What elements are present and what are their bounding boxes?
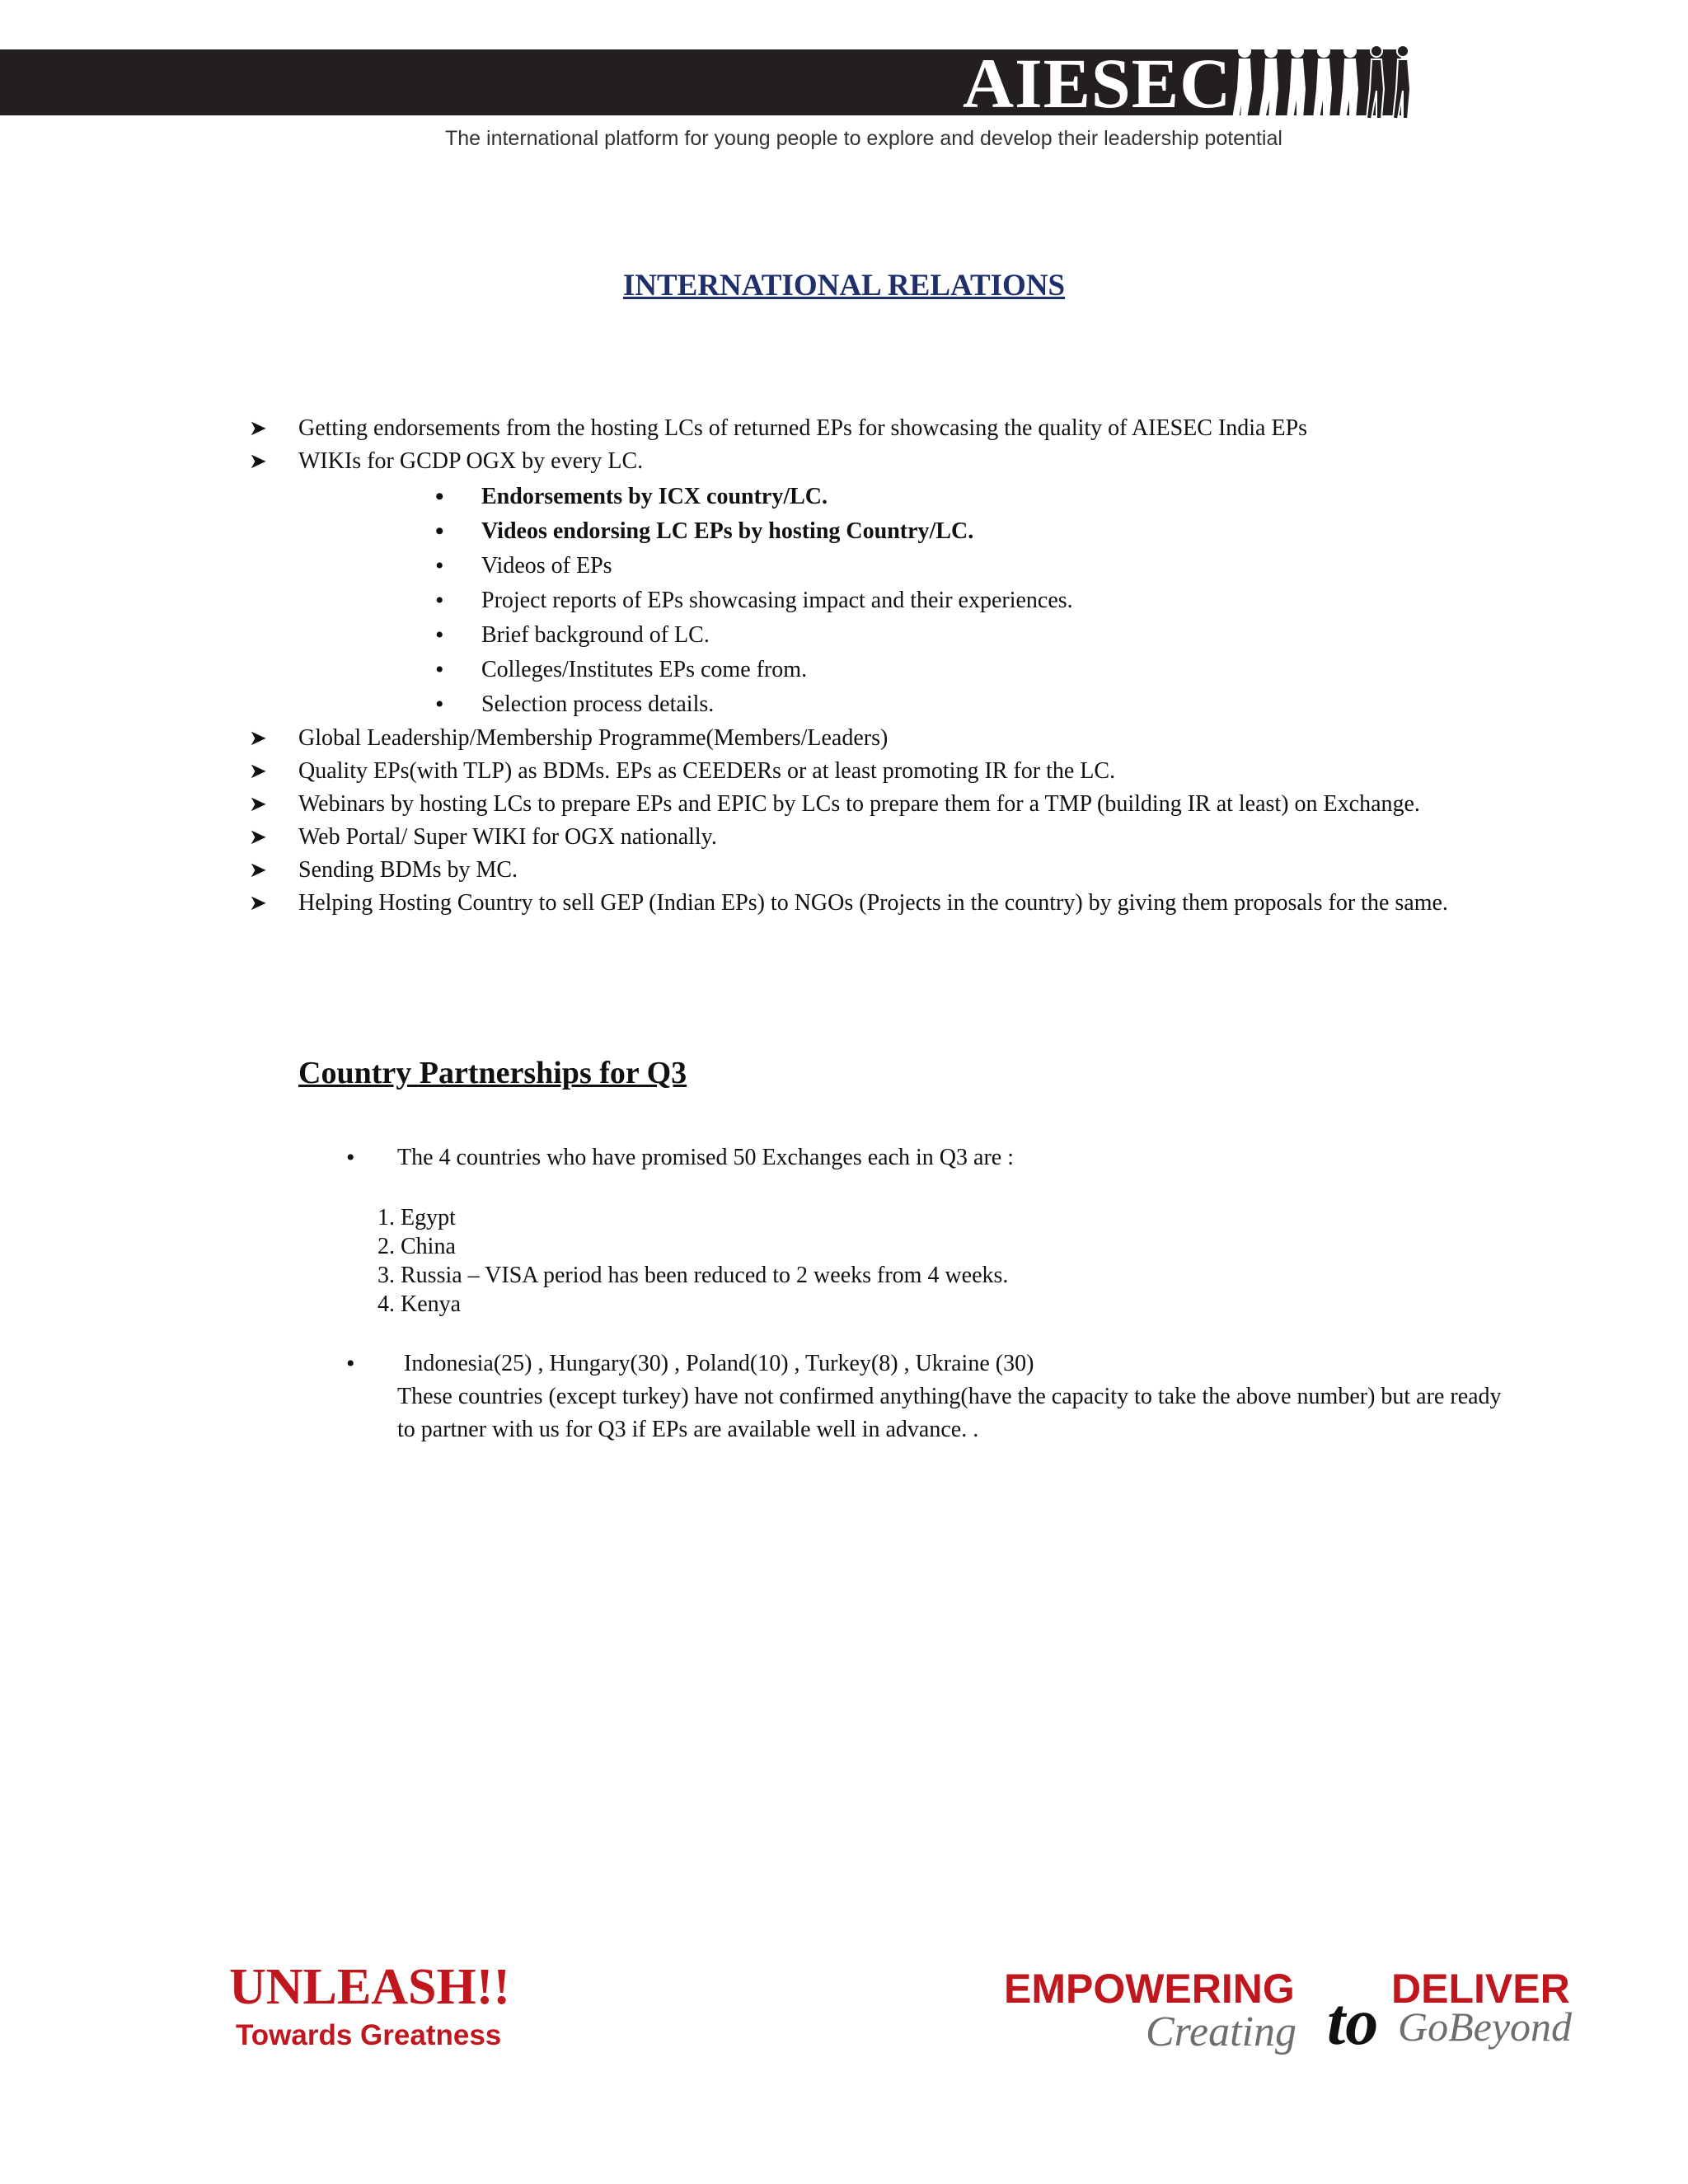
bullet-icon xyxy=(346,1141,355,1175)
empowering-logo xyxy=(1004,1961,1581,2060)
creating-word: Creating xyxy=(1146,2008,1296,2055)
bullet-icon xyxy=(435,653,444,688)
list-item: ➤ Quality EPs(with TLP) as BDMs. EPs as CEEDERs or at least promoting IR for the LC. xyxy=(249,755,1502,788)
ir-points-list xyxy=(249,412,1502,920)
arrow-bullet-icon: ➤ xyxy=(249,792,267,816)
logo-text: AIESEC xyxy=(963,44,1232,123)
gobeyond-word: GoBeyond xyxy=(1398,2004,1573,2050)
countries-list xyxy=(377,1203,1008,1319)
list-item: • Endorsements by ICX country/LC. xyxy=(435,480,1502,514)
deliver-word: DELIVER xyxy=(1391,1966,1570,2012)
empowering-word: EMPOWERING xyxy=(1004,1966,1295,2012)
bullet-icon xyxy=(435,618,444,654)
list-item: • Colleges/Institutes EPs come from. xyxy=(435,653,1502,687)
list-item: 2. China xyxy=(377,1234,456,1259)
list-item: • Brief background of LC. xyxy=(435,618,1502,653)
list-item: • Videos endorsing LC EPs by hosting Country/LC. xyxy=(435,514,1502,549)
unleash-logo-text: UNLEASH!! xyxy=(229,1959,511,2015)
arrow-bullet-icon: ➤ xyxy=(249,759,267,783)
list-item: • Selection process details. xyxy=(435,687,1502,722)
bullet-icon xyxy=(346,1347,355,1381)
arrow-bullet-icon: ➤ xyxy=(249,825,267,849)
list-item: ➤ Web Portal/ Super WIKI for OGX nationally. xyxy=(249,821,1502,854)
arrow-bullet-icon: ➤ xyxy=(249,449,267,473)
bullet-icon xyxy=(435,583,444,619)
list-item: 4. Kenya xyxy=(377,1291,462,1317)
list-item: 3. Russia – VISA period has been reduced to 2 weeks from 4 weeks. xyxy=(377,1263,1009,1288)
list-item: ➤ Global Leadership/Membership Programme(Members/Leaders) xyxy=(249,722,1502,755)
other-countries: • Indonesia(25) , Hungary(30) , Poland(10) , Turkey(8) , Ukraine (30) These countries (except turkey) have not confirmed anything(have the capacity to take the above number) but are ready to partner with us for Q3 if EPs are available well in advance. . xyxy=(346,1347,1517,1446)
bullet-icon xyxy=(435,480,444,515)
list-item: ➤ Sending BDMs by MC. xyxy=(249,854,1502,887)
towards-greatness-text: Towards Greatness xyxy=(236,2019,502,2051)
empowering-logo-graphic xyxy=(1004,1961,1581,2060)
tagline: The international platform for young people to explore and develop their leadership potential xyxy=(445,127,1282,150)
arrow-bullet-icon: ➤ xyxy=(249,891,267,915)
list-item: 1. Egypt xyxy=(377,1205,456,1230)
bullet-icon xyxy=(435,549,444,584)
list-item: • Project reports of EPs showcasing impact and their experiences. xyxy=(435,583,1502,618)
aiesec-logo xyxy=(956,43,1401,122)
list-item: ➤ Webinars by hosting LCs to prepare EPs and EPIC by LCs to prepare them for a TMP (building IR at least) on Exchange. xyxy=(249,788,1502,821)
list-item: ➤ Helping Hosting Country to sell GEP (Indian EPs) to NGOs (Projects in the country) by giving them proposals for the same. xyxy=(249,887,1502,920)
arrow-bullet-icon: ➤ xyxy=(249,726,267,750)
arrow-bullet-icon: ➤ xyxy=(249,416,267,440)
page-title-wrap xyxy=(0,268,1688,303)
section-title: Country Partnerships for Q3 xyxy=(298,1056,687,1090)
partnership-intro: • The 4 countries who have promised 50 Exchanges each in Q3 are : xyxy=(346,1141,1517,1174)
page-title: INTERNATIONAL RELATIONS xyxy=(622,269,1066,302)
walking-people-icon xyxy=(1226,43,1523,122)
list-item: ➤ WIKIs for GCDP OGX by every LC. • Endorsements by ICX country/LC. • Videos endorsing LC EPs by hosting Country/LC. • Videos of EPs • Project reports of EPs showcasing impact and their experiences. • Brief background of LC. • Colleges/Institutes EPs come from. • Selection process details. xyxy=(249,445,1502,722)
list-item: ➤ Getting endorsements from the hosting LCs of returned EPs for showcasing the quality of AIESEC India EPs xyxy=(249,412,1502,445)
wiki-items-list xyxy=(298,480,1502,722)
arrow-bullet-icon: ➤ xyxy=(249,858,267,882)
bullet-icon xyxy=(435,687,444,723)
bullet-icon xyxy=(435,514,444,550)
to-word: to xyxy=(1327,1986,1379,2059)
list-item: • Videos of EPs xyxy=(435,549,1502,583)
